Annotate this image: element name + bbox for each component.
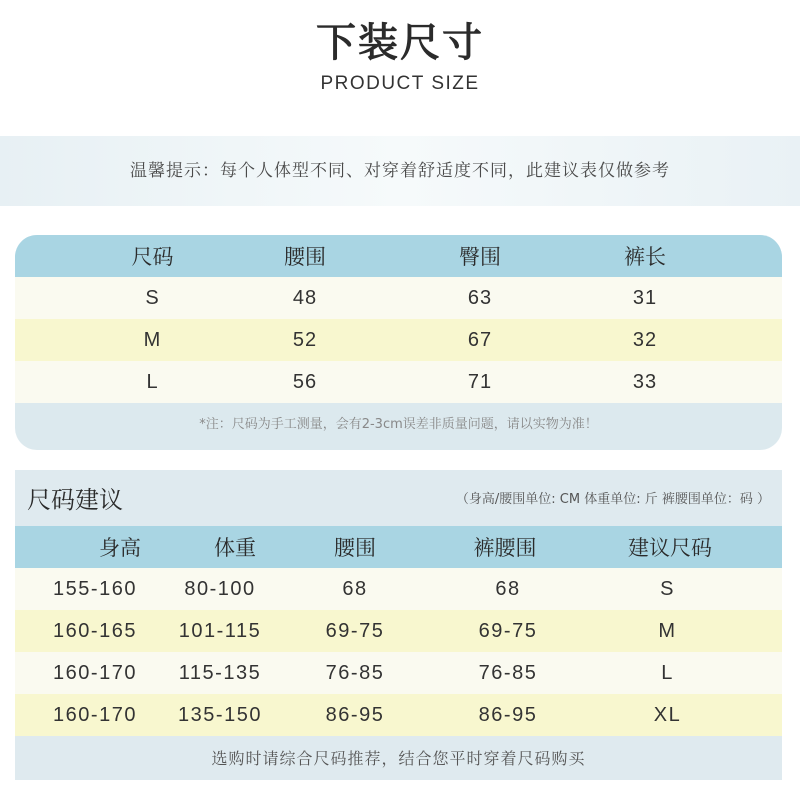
- table-row: [15, 652, 782, 694]
- size-table-header: [15, 235, 782, 277]
- table-cell: 67: [467, 328, 493, 351]
- size-recommend-table: [15, 470, 782, 780]
- table-cell: 86-95: [478, 703, 538, 726]
- units-note: （身高/腰围单位: CM 体重单位: 斤 裤腰围单位：码 ）: [455, 492, 770, 507]
- table-cell: XL: [653, 703, 682, 726]
- page-title: 下装尺寸: [316, 20, 484, 66]
- table-cell: 80-100: [184, 577, 256, 600]
- purchase-advice: 选购时请综合尺码推荐，结合您平时穿着尺码购买: [211, 749, 586, 768]
- header-cell: 裤长: [624, 245, 666, 269]
- table-cell: 52: [292, 328, 318, 351]
- table-row: [15, 694, 782, 736]
- header-cell: 腰围: [284, 245, 326, 269]
- table-cell: 33: [632, 370, 658, 393]
- table-cell: 68: [495, 577, 521, 600]
- section-title: 尺码建议: [27, 486, 123, 514]
- table-cell: S: [660, 577, 675, 600]
- table-cell: 135-150: [178, 703, 262, 726]
- table-cell: 69-75: [478, 619, 538, 642]
- header-cell: 建议尺码: [628, 536, 712, 560]
- size-table: [15, 235, 782, 450]
- notice-banner: [0, 136, 800, 206]
- table-cell: M: [658, 619, 677, 642]
- table-cell: 63: [467, 286, 493, 309]
- table-cell: 155-160: [53, 577, 137, 600]
- recommend-table-header: [15, 526, 782, 568]
- table-row: [15, 610, 782, 652]
- table-cell: M: [143, 328, 162, 351]
- notice-text: 温馨提示：每个人体型不同、对穿着舒适度不同，此建议表仅做参考: [130, 161, 670, 181]
- header-cell: 腰围: [334, 536, 376, 560]
- table-cell: 160-170: [53, 661, 137, 684]
- table-cell: 76-85: [325, 661, 385, 684]
- table-cell: 76-85: [478, 661, 538, 684]
- table-cell: 69-75: [325, 619, 385, 642]
- table-cell: 160-170: [53, 703, 137, 726]
- header-cell: 身高: [99, 536, 141, 560]
- header-cell: 尺码: [131, 245, 174, 269]
- header-cell: 臀围: [459, 245, 501, 269]
- table-cell: L: [661, 661, 674, 684]
- table-row: [15, 568, 782, 610]
- table-row: [15, 319, 782, 361]
- header-cell: 体重: [214, 536, 256, 560]
- table-row: [15, 277, 782, 319]
- table-cell: 71: [467, 370, 493, 393]
- measurement-note: *注：尺码为手工测量，会有2-3cm误差非质量问题，请以实物为准！: [199, 417, 598, 432]
- table-cell: 101-115: [178, 619, 262, 642]
- table-cell: 160-165: [53, 619, 137, 642]
- table-cell: 68: [342, 577, 368, 600]
- table-cell: S: [145, 286, 160, 309]
- table-cell: 48: [292, 286, 318, 309]
- table-cell: 115-135: [178, 661, 262, 684]
- table-row: [15, 361, 782, 403]
- table-cell: L: [146, 370, 159, 393]
- table-cell: 32: [632, 328, 658, 351]
- page-subtitle: PRODUCT SIZE: [320, 73, 480, 94]
- table-cell: 86-95: [325, 703, 385, 726]
- table-cell: 56: [292, 370, 318, 393]
- header-cell: 裤腰围: [473, 536, 537, 560]
- table-cell: 31: [632, 286, 658, 309]
